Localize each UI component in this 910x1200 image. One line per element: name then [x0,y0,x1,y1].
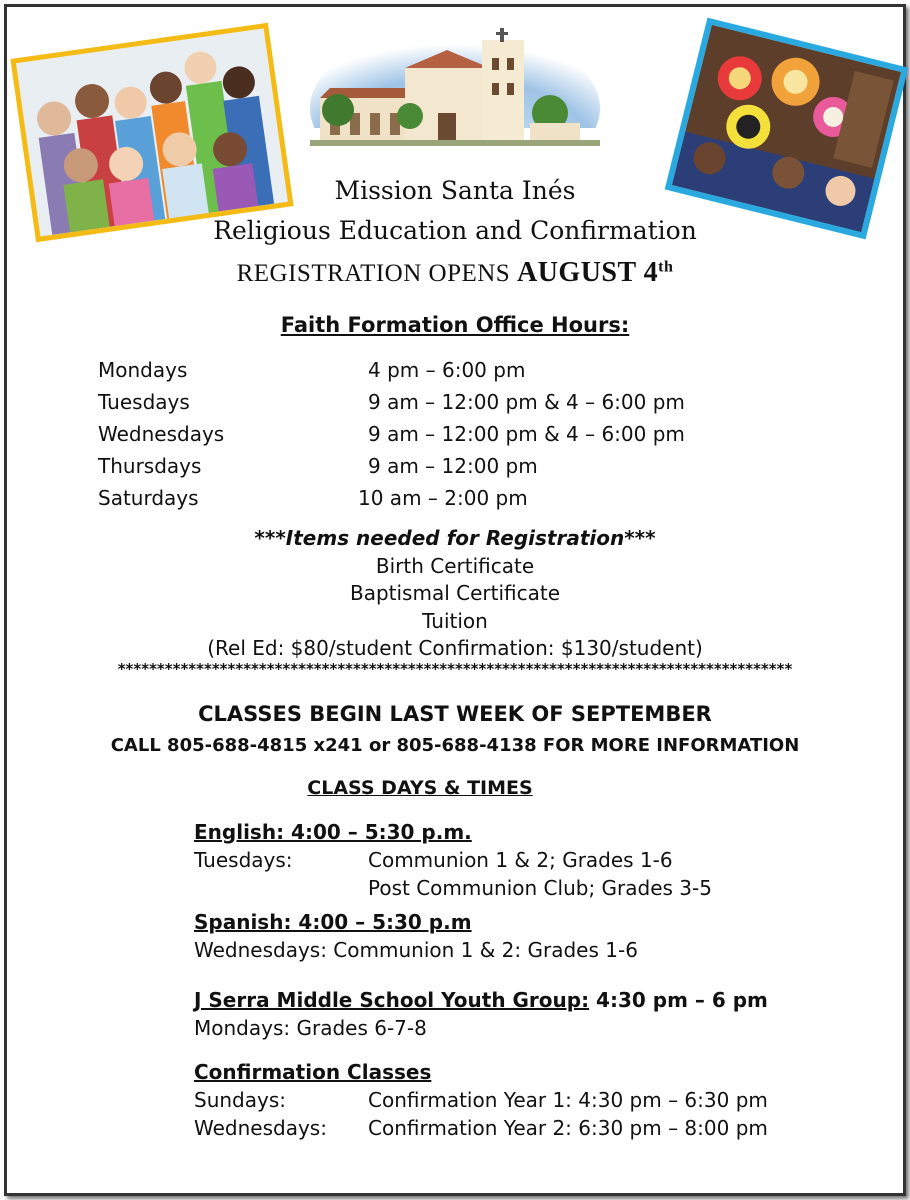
english-heading: English: 4:00 – 5:30 p.m. [194,820,472,844]
confirmation-schedule [194,1060,844,1144]
youth-group-schedule [194,988,768,1044]
hours-row [98,390,798,422]
star-separator: ************************************************************************************** [117,660,793,678]
contact-phone-line: CALL 805-688-4815 x241 or 805-688-4138 FOR MORE INFORMATION [110,735,800,756]
confirmation-day: Wednesdays: [194,1116,327,1140]
registration-date: AUGUST 4 [516,257,659,288]
items-heading: ***Items needed for Registration*** [254,526,656,550]
confirmation-row [194,1116,844,1144]
parish-title: Mission Santa Inés [334,176,576,205]
english-detail-1: Communion 1 & 2; Grades 1-6 [368,848,673,872]
office-hours-table [98,358,798,518]
spanish-detail: Wednesdays: Communion 1 & 2: Grades 1-6 [194,938,638,962]
hours-day: Thursdays [98,454,202,478]
confirmation-heading: Confirmation Classes [194,1060,432,1084]
confirmation-row [194,1088,844,1116]
hours-row [98,358,798,390]
mission-building-photo [310,28,600,153]
youth-heading: J Serra Middle School Youth Group: [194,988,590,1012]
english-detail-2: Post Communion Club; Grades 3-5 [368,876,712,900]
item-baptismal-certificate: Baptismal Certificate [349,581,561,605]
english-schedule [194,820,844,904]
item-birth-certificate: Birth Certificate [375,553,535,578]
english-line-2 [194,876,844,904]
youth-time: 4:30 pm – 6 pm [589,988,768,1012]
confirmation-detail: Confirmation Year 1: 4:30 pm – 6:30 pm [368,1088,768,1112]
registration-title [0,257,910,289]
hours-time: 9 am – 12:00 pm & 4 – 6:00 pm [368,390,685,414]
english-day: Tuesdays: [194,848,293,872]
hours-time: 4 pm – 6:00 pm [368,358,526,382]
item-tuition: Tuition [422,608,488,633]
registration-date-suffix: th [658,258,674,276]
confirmation-day: Sundays: [194,1088,286,1112]
program-title: Religious Education and Confirmation [213,216,697,245]
children-thumbs-up-photo [10,23,293,242]
confirmation-detail: Confirmation Year 2: 6:30 pm – 8:00 pm [368,1116,768,1140]
hours-row [98,454,798,486]
registration-prefix: REGISTRATION OPENS [236,260,517,287]
office-hours-heading: Faith Formation Office Hours: [280,313,630,337]
tuition-note: (Rel Ed: $80/student Confirmation: $130/student) [207,636,703,660]
hours-day: Tuesdays [98,390,190,414]
classes-begin-heading: CLASSES BEGIN LAST WEEK OF SEPTEMBER [198,702,712,726]
spanish-heading: Spanish: 4:00 – 5:30 p.m [194,910,472,934]
youth-heading-line [194,988,768,1016]
youth-detail: Mondays: Grades 6-7-8 [194,1016,427,1040]
hours-day: Wednesdays [98,422,225,446]
hours-time: 9 am – 12:00 pm & 4 – 6:00 pm [368,422,685,446]
english-line-1 [194,848,844,876]
hours-time: 9 am – 12:00 pm [368,454,538,478]
hours-day: Saturdays [98,486,199,510]
class-days-heading: CLASS DAYS & TIMES [307,777,533,799]
hours-time: 10 am – 2:00 pm [358,486,528,510]
hours-row [98,422,798,454]
spanish-schedule [194,910,638,966]
registration-items [0,525,910,663]
hours-row [98,486,798,518]
hours-day: Mondays [98,358,188,382]
